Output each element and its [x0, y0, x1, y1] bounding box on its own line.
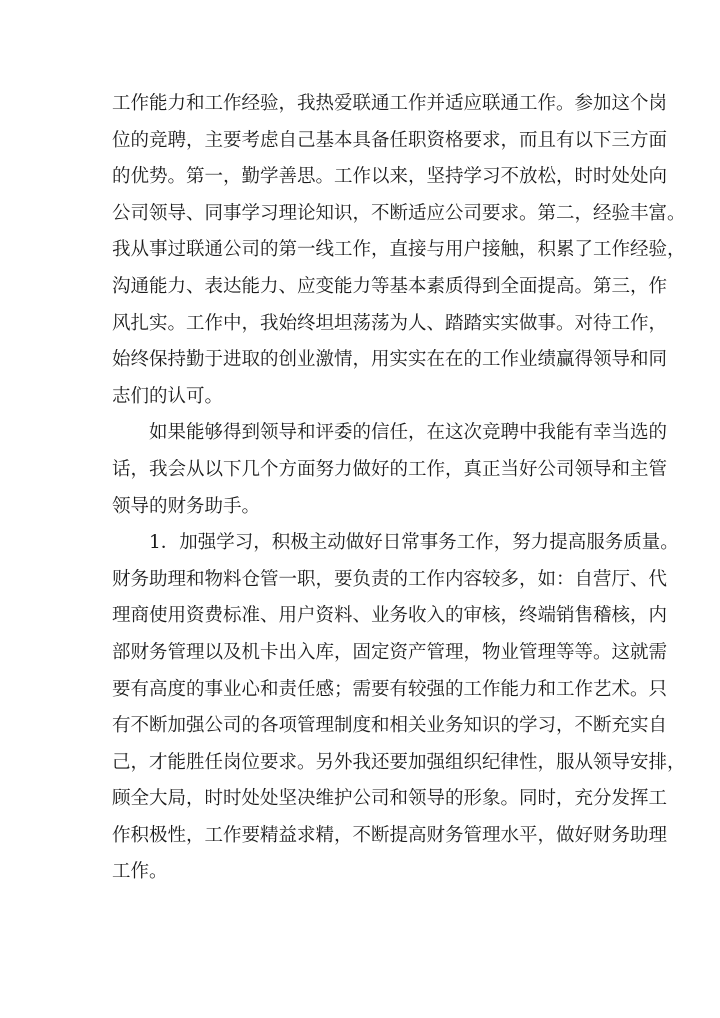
text-line: 风扎实。工作中，我始终坦坦荡荡为人、踏踏实实做事。对待工作， — [112, 312, 668, 334]
text-line: 我从事过联通公司的第一线工作，直接与用户接触，积累了工作经验， — [112, 239, 686, 261]
text-line: 如果能够得到领导和评委的信任，在这次竞聘中我能有幸当选的 — [149, 422, 668, 444]
text-line: 志们的认可。 — [112, 385, 224, 407]
text-line: 话，我会从以下几个方面努力做好的工作，真正当好公司领导和主管 — [112, 458, 668, 480]
text-line: 要有高度的事业心和责任感；需要有较强的工作能力和工作艺术。只 — [112, 678, 668, 700]
text-line: 部财务管理以及机卡出入库，固定资产管理，物业管理等等。这就需 — [112, 641, 668, 663]
text-line: 有不断加强公司的各项管理制度和相关业务知识的学习，不断充实自 — [112, 715, 668, 737]
text-line: 理商使用资费标准、用户资料、业务收入的审核，终端销售稽核，内 — [112, 605, 668, 627]
text-line: 始终保持勤于进取的创业激情，用实实在在的工作业绩赢得领导和同 — [112, 349, 668, 371]
text-line: 领导的财务助手。 — [112, 495, 261, 517]
text-line: 位的竞聘，主要考虑自己基本具备任职资格要求，而且有以下三方面 — [112, 129, 668, 151]
text-line: 的优势。第一，勤学善思。工作以来，坚持学习不放松，时时处处向 — [112, 166, 668, 188]
text-line: 工作。 — [112, 861, 168, 883]
text-line: 工作能力和工作经验，我热爱联通工作并适应联通工作。参加这个岗 — [112, 93, 668, 114]
paragraph-qualifications — [112, 86, 686, 415]
text-line: 1．加强学习，积极主动做好日常事务工作，努力提高服务质量。 — [149, 532, 679, 554]
document-body — [112, 86, 686, 891]
text-line: 顾全大局，时时处处坚决维护公司和领导的形象。同时，充分发挥工 — [112, 788, 668, 810]
text-line: 公司领导、同事学习理论知识，不断适应公司要求。第二，经验丰富。 — [112, 202, 686, 224]
text-line: 作积极性，工作要精益求精，不断提高财务管理水平，做好财务助理 — [112, 824, 668, 846]
paragraph-commitment — [112, 415, 668, 525]
paragraph-point-1 — [112, 525, 686, 891]
text-line: 己，才能胜任岗位要求。另外我还要加强组织纪律性，服从领导安排， — [112, 751, 686, 773]
text-line: 财务助理和物料仓管一职，要负责的工作内容较多，如：自营厅、代 — [112, 568, 668, 590]
text-line: 沟通能力、表达能力、应变能力等基本素质得到全面提高。第三，作 — [112, 275, 668, 297]
